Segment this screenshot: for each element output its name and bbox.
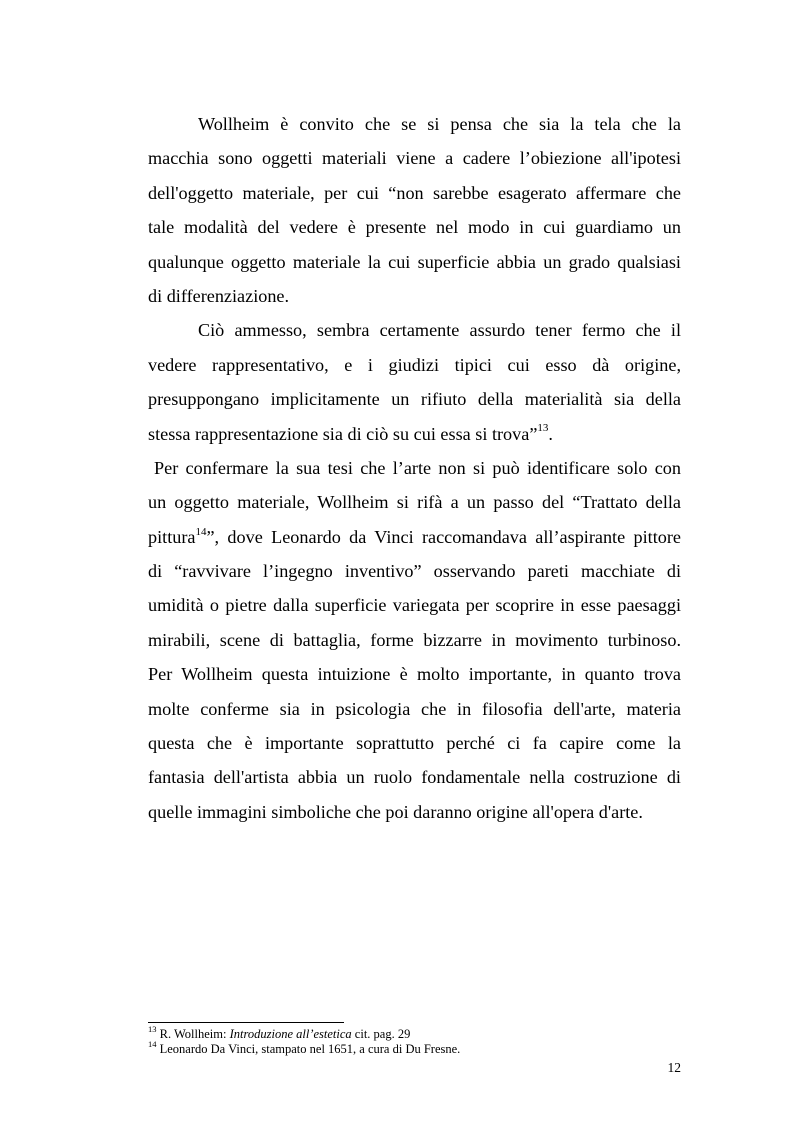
paragraph-3-line: quelle immagini simboliche che poi daranno origine all'opera d'arte. [148,801,643,822]
paragraph-1-line: qualunque oggetto materiale la cui superficie abbia un grado qualsiasi [148,251,681,272]
word-pittura: pittura [148,526,196,547]
footnote-ref-13[interactable]: 13 [537,422,549,435]
paragraph-3-line: umidità o pietre dalla superficie variegata per scoprire in esse paesaggi [148,595,681,616]
period: . [548,423,553,444]
line-rest: ”, dove Leonardo da Vinci raccomandava all’aspirante pittore [206,526,681,547]
paragraph-1-line: Wollheim è convito che se si pensa che sia la tela che la [198,114,681,134]
paragraph-1-line: tale modalità del vedere è presente nel modo in cui guardiamo un [148,217,681,238]
paragraph-2-line [148,417,681,451]
paragraph-3-line: molte conferme sia in psicologia che in filosofia dell'arte, materia [148,698,681,719]
paragraph-1-line: dell'oggetto materiale, per cui “non sarebbe esagerato affermare che [148,182,681,203]
page-number: 12 [667,1060,681,1075]
paragraph-3-line: Per confermare la sua tesi che l’arte non si può identificare solo con [154,457,681,478]
footnote-citation: cit. pag. 29 [351,1027,411,1041]
paragraph-3-line: Per Wollheim questa intuizione è molto importante, in quanto trova [148,664,681,685]
paragraph-1-line: macchia sono oggetti materiali viene a cadere l’obiezione all'ipotesi [148,148,681,169]
footnote-13 [148,1023,681,1042]
paragraph-3-line: di “ravvivare l’ingegno inventivo” osservando pareti macchiate di [148,561,681,582]
footnote-separator [148,1022,344,1023]
footnote-number: 13 [148,1023,157,1034]
paragraph-2-line: presuppongano implicitamente un rifiuto della materialità sia della [148,389,681,410]
paragraph-3-line: un oggetto materiale, Wollheim si rifà a un passo del “Trattato della [148,492,681,513]
quoted-text-end: stessa rappresentazione sia di ciò su cui essa si trova” [148,423,538,444]
paragraph-3-line: questa che è importante soprattutto perché ci fa capire come la [148,733,681,754]
footnote-text: Leonardo Da Vinci, stampato nel 1651, a cura di Du Fresne. [159,1042,461,1056]
footnote-title: Introduzione all’estetica [229,1027,352,1041]
paragraph-2-line: Ciò ammesso, sembra certamente assurdo tener fermo che il [198,320,681,341]
paragraph-3-line [148,520,681,554]
paragraph-2-line: vedere rappresentativo, e i giudizi tipici cui esso dà origine, [148,354,681,375]
paragraph-3-line: mirabili, scene di battaglia, forme bizzarre in movimento turbinoso. [148,629,681,650]
paragraph-1-line: di differenziazione. [148,285,290,306]
body-text [148,107,681,829]
footnote-14 [148,1038,681,1057]
footnote-ref-14[interactable]: 14 [195,525,207,538]
footnote-number: 14 [148,1038,157,1049]
paragraph-3-line: fantasia dell'artista abbia un ruolo fondamentale nella costruzione di [148,767,681,788]
footnote-author: R. Wollheim: [159,1027,230,1041]
footnotes [148,1023,681,1057]
